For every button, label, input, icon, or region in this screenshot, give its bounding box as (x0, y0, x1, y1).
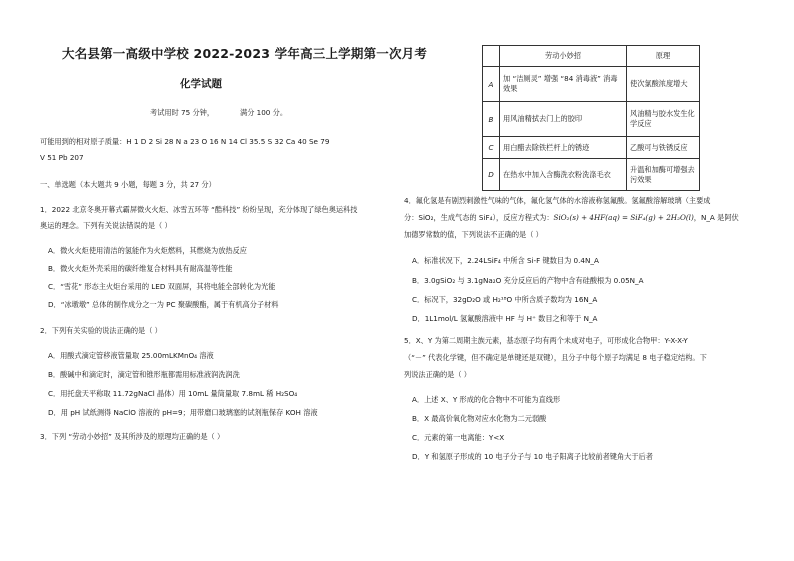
q2-option-a: A．用酸式滴定管移液管量取 25.00mLKMnO₄ 溶液 (48, 351, 214, 360)
q4-option-c: C．标况下，32gD₂O 或 H₂¹⁸O 中所含质子数均为 16N_A (412, 295, 598, 304)
table-cell-principle: 风油精与胶水发生化学反应 (627, 102, 700, 137)
q5-stem-line-2: （“－” 代表化学键，但不确定是单键还是双键），且分子中每个原子均满足 8 电子稳定结构。下 (404, 353, 707, 362)
exam-title: 大名县第一高级中学校 2022-2023 学年高三上学期第一次月考 (62, 46, 428, 61)
q5-stem-line-3: 列说法正确的是（ ） (404, 370, 471, 379)
q3-stem: 3．下列 “劳动小妙招” 及其所涉及的原理均正确的是（ ） (40, 432, 225, 441)
q4-stem-2a: 分：SiO₂，生成气态的 SiF₄），反应方程式为： (404, 213, 554, 222)
table-cell-option: B (483, 102, 500, 137)
q4-stem-line-1: 4．氟化氢是有剧烈刺激性气味的气体，氟化氢气体的水溶液称氢氟酸。氢氟酸溶解玻璃（主要成 (404, 196, 711, 205)
q2-option-b: B．酸碱中和滴定时，滴定管和锥形瓶都需用标准液润洗润洗 (48, 370, 240, 379)
time-info: 考试用时 75 分钟， (150, 108, 215, 117)
q4-stem-line-3: 加德罗常数的值，下列说法不正确的是（ ） (404, 230, 543, 239)
table-cell-tip: 加 “洁厕灵” 增强 “84 消毒液” 消毒效果 (500, 67, 627, 102)
q5-option-a: A．上述 X、Y 形成的化合物中不可能为直线形 (412, 395, 561, 404)
table-header-blank (483, 46, 500, 67)
table-row (483, 159, 700, 191)
q1-stem-line-1: 1．2022 北京冬奥开幕式霸屏微火火炬、冰雪五环等 “酷科技” 纷纷呈现，充分体现了绿色奥运科技 (40, 205, 358, 214)
table-header-principle: 原理 (627, 46, 700, 67)
q5-option-d: D．Y 和氢原子形成的 10 电子分子与 10 电子阳离子比较前者键角大于后者 (412, 452, 653, 461)
table-cell-principle: 使次氯酸浓度增大 (627, 67, 700, 102)
q4-equation: SiO₂(s) + 4HF(aq) = SiF₄(g) + 2H₂O(l) (553, 213, 694, 222)
table-header-tip: 劳动小妙招 (500, 46, 627, 67)
q1-stem-line-2: 奥运的理念。下列有关说法错误的是（ ） (40, 221, 172, 230)
table-cell-option: D (483, 159, 500, 191)
q1-option-b: B．微火火炬外壳采用的碳纤维复合材料具有耐高温等性能 (48, 264, 233, 273)
table-header-row (483, 46, 700, 67)
labor-tips-table (482, 45, 700, 191)
q5-option-b: B．X 最高价氧化物对应水化物为二元弱酸 (412, 414, 547, 423)
table-cell-principle: 升温和加酶可增强去污效果 (627, 159, 700, 191)
q4-stem-line-2 (404, 213, 739, 223)
table-cell-principle: 乙酸可与铁锈反应 (627, 137, 700, 159)
q2-option-d: D．用 pH 试纸测得 NaClO 溶液的 pH=9；用带磨口玻璃塞的试剂瓶保存 KOH 溶液 (48, 408, 318, 417)
section-heading: 一、单选题（本大题共 9 小题，每题 3 分，共 27 分） (40, 180, 216, 189)
q4-option-a: A．标准状况下，2.24LSiF₄ 中所含 Si-F 键数目为 0.4N_A (412, 256, 599, 265)
table-row (483, 102, 700, 137)
table-row (483, 137, 700, 159)
q2-stem: 2．下列有关实验的说法正确的是（ ） (40, 326, 162, 335)
table-cell-option: C (483, 137, 500, 159)
q1-option-c: C．“雪花” 形态主火炬台采用的 LED 双面屏，其将电能全部转化为光能 (48, 282, 276, 291)
q4-option-b: B．3.0gSiO₂ 与 3.1gNa₂O 充分反应后的产物中含有硅酸根为 0.05N_A (412, 276, 644, 285)
table-cell-tip: 用白醋去除铁栏杆上的锈迹 (500, 137, 627, 159)
q1-option-a: A．微火火炬使用清洁的氢能作为火炬燃料，其燃烧为放热反应 (48, 246, 247, 255)
table-cell-option: A (483, 67, 500, 102)
q4-option-d: D．1L1mol/L 氢氟酸溶液中 HF 与 H⁺ 数目之和等于 N_A (412, 314, 598, 323)
q2-option-c: C．用托盘天平称取 11.72gNaCl 晶体）用 10mL 量筒量取 7.8mL 稀 H₂SO₄ (48, 389, 298, 398)
atomic-masses-line-2: V 51 Pb 207 (40, 153, 84, 162)
q1-option-d: D．“冰墩墩” 总体的制作成分之一为 PC 聚碳酸酯，属于有机高分子材料 (48, 300, 279, 309)
q4-stem-2b: ，N_A 是阿伏 (693, 213, 739, 222)
q5-stem-line-1: 5．X、Y 为第二周期主族元素，基态原子均有两个未成对电子，可形成化合物甲：Y-X-X-Y (404, 336, 688, 345)
exam-subtitle: 化学试题 (180, 78, 222, 90)
table-cell-tip: 在热水中加入含酶洗衣粉洗涤毛衣 (500, 159, 627, 191)
q5-option-c: C．元素的第一电离能：Y<X (412, 433, 505, 442)
score-info: 满分 100 分。 (240, 108, 288, 117)
table-row (483, 67, 700, 102)
table-cell-tip: 用风油精拭去门上的胶印 (500, 102, 627, 137)
atomic-masses-line-1: 可能用到的相对原子质量：H 1 D 2 Si 28 N a 23 O 16 N 14 Cl 35.5 S 32 Ca 40 Se 79 (40, 137, 330, 146)
